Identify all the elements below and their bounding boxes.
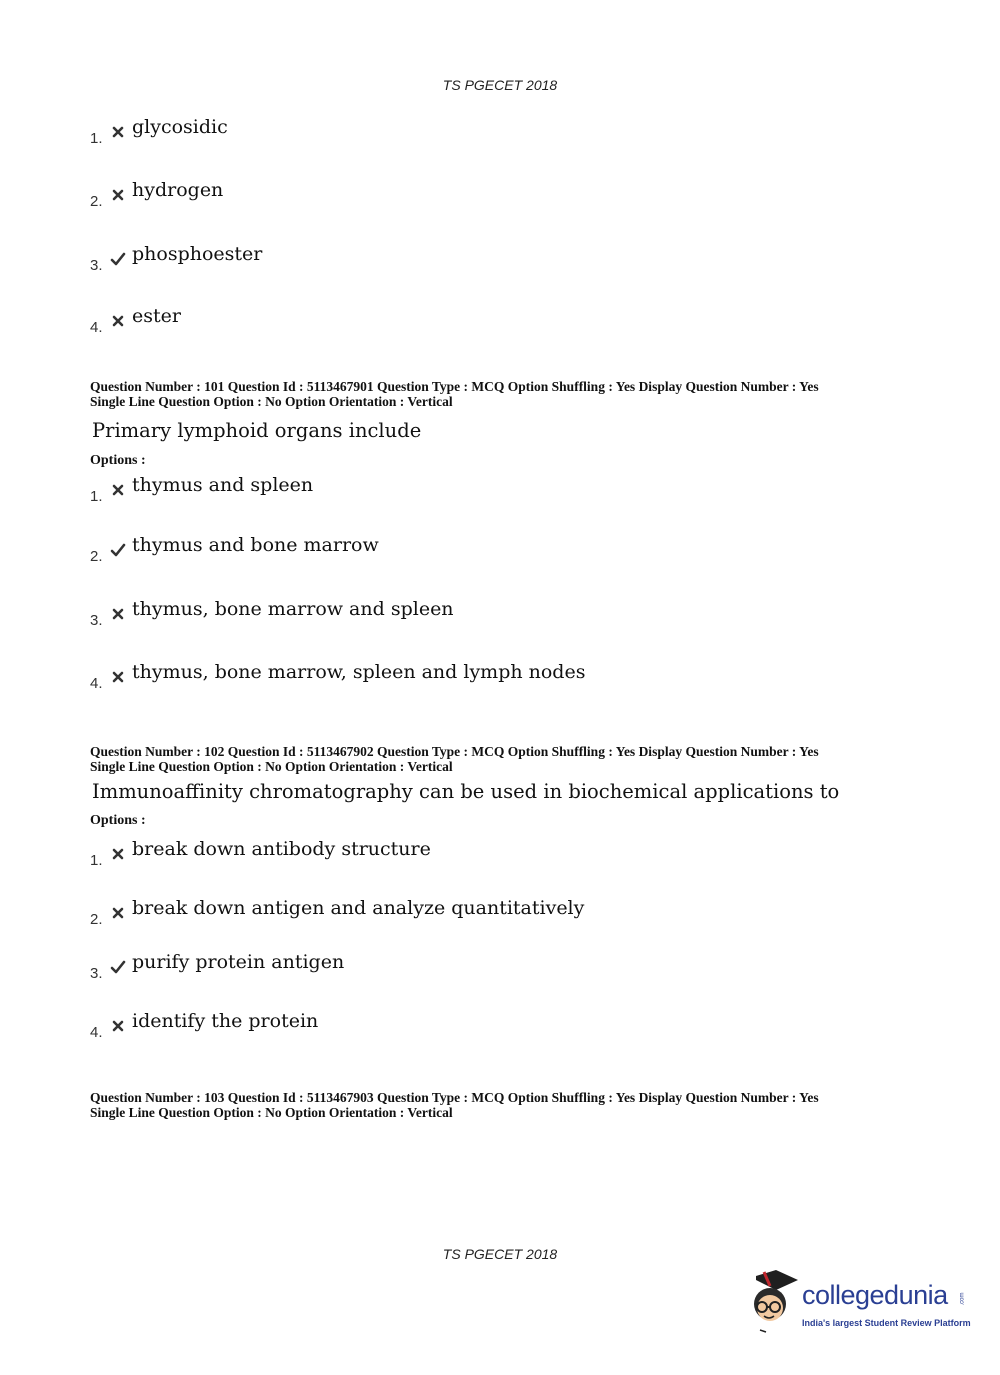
options-label: Options : xyxy=(90,453,146,468)
page-footer: TS PGECET 2018 xyxy=(442,1246,558,1262)
meta-line: Question Number : 102 Question Id : 5113467902 Question Type : MCQ Option Shuffling : Yes Display Question Number : Yes xyxy=(90,744,819,759)
option-number: 3. xyxy=(90,965,103,982)
option-text: glycosidic xyxy=(132,116,228,138)
option-text: thymus and spleen xyxy=(132,474,314,496)
page-header: TS PGECET 2018 xyxy=(442,77,558,93)
meta-line: Question Number : 101 Question Id : 5113467901 Question Type : MCQ Option Shuffling : Yes Display Question Number : Yes xyxy=(90,379,819,394)
meta-line: Single Line Question Option : No Option Orientation : Vertical xyxy=(90,1105,453,1120)
cross-icon xyxy=(110,1018,126,1034)
option-number: 4. xyxy=(90,1024,103,1041)
option-number: 1. xyxy=(90,852,103,869)
option-text: phosphoester xyxy=(132,243,263,265)
logo-tagline: India's largest Student Review Platform xyxy=(802,1318,971,1328)
option-text: break down antigen and analyze quantitatively xyxy=(132,897,585,919)
mascot-icon xyxy=(742,1268,802,1340)
question-text-102: Immunoaffinity chromatography can be used in biochemical applications to xyxy=(92,780,840,803)
option-text: thymus and bone marrow xyxy=(132,534,379,556)
cross-icon xyxy=(110,669,126,685)
cross-icon xyxy=(110,124,126,140)
check-icon xyxy=(110,542,126,558)
question-meta-101 xyxy=(90,379,920,409)
option-number: 3. xyxy=(90,612,103,629)
option-text: hydrogen xyxy=(132,179,224,201)
option-number: 2. xyxy=(90,548,103,565)
option-text: thymus, bone marrow and spleen xyxy=(132,598,454,620)
meta-line: Single Line Question Option : No Option Orientation : Vertical xyxy=(90,759,453,774)
collegedunia-logo xyxy=(742,1268,972,1340)
logo-wordmark: collegedunia xyxy=(802,1280,948,1310)
cross-icon xyxy=(110,313,126,329)
options-label: Options : xyxy=(90,813,146,828)
option-number: 2. xyxy=(90,911,103,928)
logo-suffix: .com xyxy=(959,1292,966,1306)
cross-icon xyxy=(110,482,126,498)
cross-icon xyxy=(110,905,126,921)
option-number: 1. xyxy=(90,130,103,147)
option-text: purify protein antigen xyxy=(132,951,345,973)
check-icon xyxy=(110,251,126,267)
option-number: 2. xyxy=(90,193,103,210)
option-number: 4. xyxy=(90,675,103,692)
cross-icon xyxy=(110,187,126,203)
meta-line: Single Line Question Option : No Option Orientation : Vertical xyxy=(90,394,453,409)
question-text-101: Primary lymphoid organs include xyxy=(92,419,422,442)
option-text: thymus, bone marrow, spleen and lymph nodes xyxy=(132,661,586,683)
option-text: break down antibody structure xyxy=(132,838,431,860)
option-text: ester xyxy=(132,305,181,327)
check-icon xyxy=(110,959,126,975)
cross-icon xyxy=(110,846,126,862)
option-number: 3. xyxy=(90,257,103,274)
cross-icon xyxy=(110,606,126,622)
option-text: identify the protein xyxy=(132,1010,319,1032)
meta-line: Question Number : 103 Question Id : 5113467903 Question Type : MCQ Option Shuffling : Yes Display Question Number : Yes xyxy=(90,1090,819,1105)
option-number: 1. xyxy=(90,488,103,505)
option-number: 4. xyxy=(90,319,103,336)
question-meta-102 xyxy=(90,744,920,774)
question-meta-103 xyxy=(90,1090,920,1120)
